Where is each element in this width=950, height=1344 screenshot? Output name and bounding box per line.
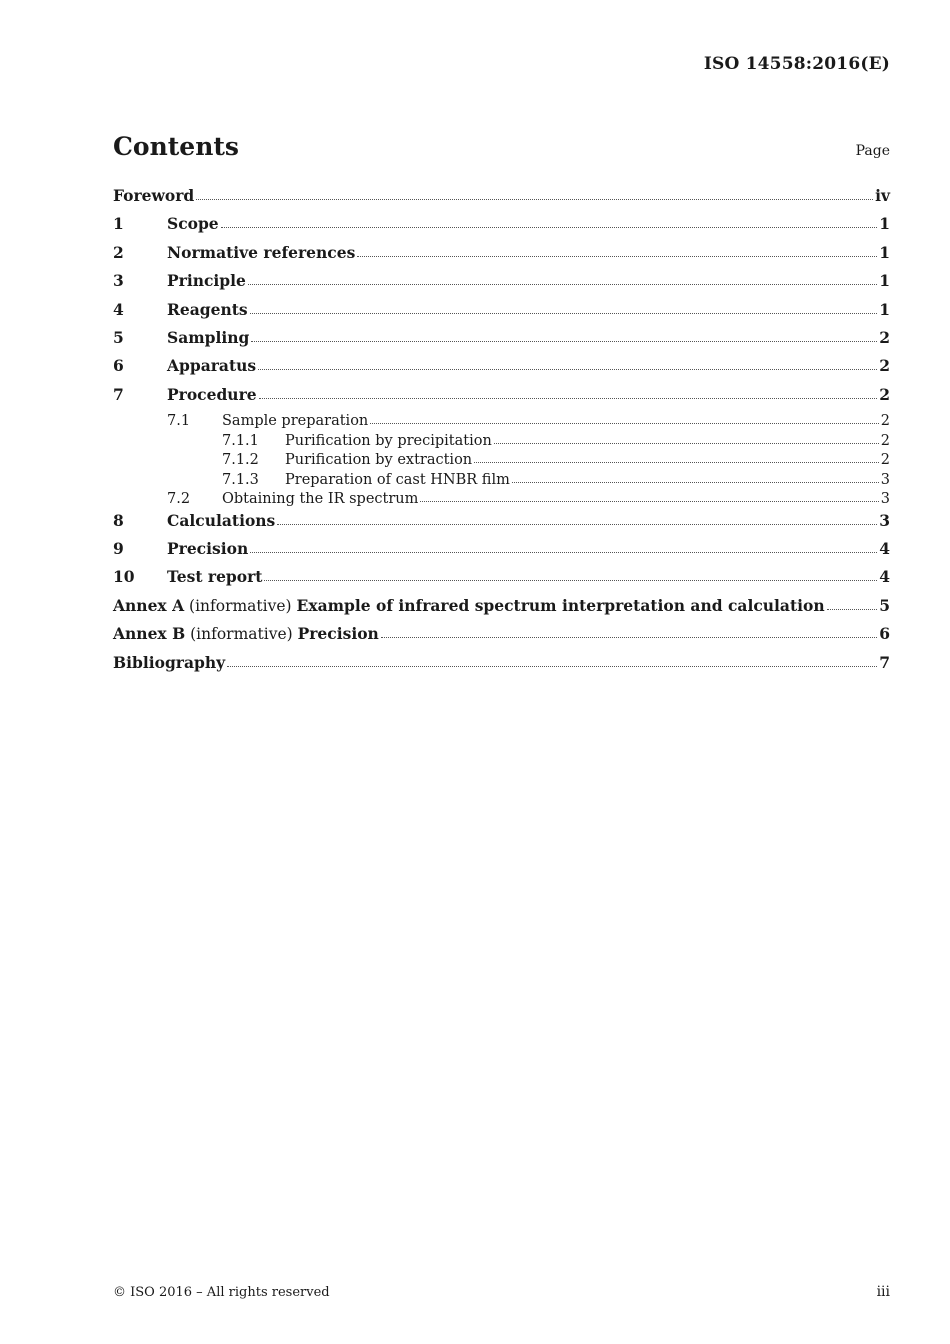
dot-leader — [196, 198, 873, 200]
toc-page: 3 — [880, 471, 890, 488]
table-of-contents — [113, 186, 890, 681]
toc-number: 2 — [113, 242, 124, 262]
dot-leader — [221, 226, 878, 228]
dot-leader — [251, 340, 877, 342]
toc-number: 7.1.2 — [222, 452, 259, 469]
document-code: ISO 14558:2016(E) — [703, 54, 890, 74]
toc-number: 7 — [113, 384, 124, 404]
toc-entry-bibliography[interactable] — [113, 653, 890, 681]
dot-leader — [258, 368, 877, 370]
toc-entry-test-report[interactable] — [113, 567, 890, 595]
toc-label: Procedure — [167, 384, 257, 404]
toc-entry-purification-precipitation[interactable] — [113, 433, 890, 453]
toc-entry-annex-a[interactable] — [113, 596, 890, 624]
toc-label: Bibliography — [113, 652, 226, 672]
page-column-label: Page — [855, 143, 890, 159]
toc-page: 2 — [879, 327, 890, 347]
dot-leader — [250, 551, 877, 553]
dot-leader — [264, 579, 877, 581]
dot-leader — [357, 255, 877, 257]
dot-leader — [259, 397, 878, 399]
toc-label: Obtaining the IR spectrum — [222, 491, 419, 508]
toc-page: 7 — [879, 652, 890, 672]
toc-page: 2 — [880, 413, 890, 430]
toc-entry-calculations[interactable] — [113, 511, 890, 539]
toc-page: 2 — [879, 356, 890, 376]
toc-page: iv — [875, 186, 890, 205]
toc-entry-sample-preparation[interactable] — [113, 413, 890, 433]
dot-leader — [512, 481, 879, 483]
dot-leader — [381, 636, 877, 638]
toc-label: Test report — [167, 567, 263, 587]
toc-page: 6 — [879, 624, 890, 644]
page-title: Contents — [113, 132, 240, 161]
dot-leader — [277, 523, 877, 525]
toc-label: Sampling — [167, 327, 250, 347]
toc-number: 7.1 — [167, 413, 191, 430]
toc-entry-normative-references[interactable] — [113, 243, 890, 271]
toc-entry-purification-extraction[interactable] — [113, 452, 890, 472]
dot-leader — [420, 500, 878, 502]
toc-entry-principle[interactable] — [113, 271, 890, 299]
toc-label: Sample preparation — [222, 413, 369, 430]
toc-entry-ir-spectrum[interactable] — [113, 491, 890, 511]
toc-label: Preparation of cast HNBR film — [285, 471, 510, 488]
copyright-notice: © ISO 2016 – All rights reserved — [113, 1285, 330, 1300]
toc-entry-cast-film[interactable] — [113, 472, 890, 492]
toc-entry-sampling[interactable] — [113, 328, 890, 356]
toc-page: 4 — [879, 539, 890, 559]
dot-leader — [494, 442, 879, 444]
toc-page: 2 — [879, 384, 890, 404]
page-number: iii — [876, 1284, 890, 1300]
toc-number: 7.1.3 — [222, 471, 259, 488]
toc-entry-apparatus[interactable] — [113, 356, 890, 384]
toc-page: 1 — [879, 299, 890, 319]
toc-label: Scope — [167, 214, 219, 234]
toc-entry-annex-b[interactable] — [113, 624, 890, 652]
dot-leader — [370, 422, 878, 424]
toc-label: Purification by extraction — [285, 452, 473, 469]
annex-prefix: Annex B — [113, 624, 186, 644]
toc-number: 9 — [113, 539, 124, 559]
dot-leader — [827, 608, 878, 610]
annex-prefix: Annex A — [113, 595, 185, 615]
toc-page: 2 — [880, 452, 890, 469]
toc-label: Foreword — [113, 186, 195, 205]
dot-leader — [474, 461, 879, 463]
toc-label: Example of infrared spectrum interpretation and calculation — [296, 595, 825, 615]
toc-page: 3 — [880, 491, 890, 508]
toc-number: 10 — [113, 567, 135, 587]
toc-page: 5 — [879, 595, 890, 615]
toc-label: Normative references — [167, 242, 356, 262]
toc-label: Reagents — [167, 299, 248, 319]
dot-leader — [248, 283, 877, 285]
toc-number: 7.1.1 — [222, 432, 259, 449]
toc-number: 8 — [113, 510, 124, 530]
toc-number: 5 — [113, 327, 124, 347]
dot-leader — [227, 665, 877, 667]
toc-entry-procedure[interactable] — [113, 385, 890, 413]
toc-label: Apparatus — [167, 356, 257, 376]
toc-entry-precision[interactable] — [113, 539, 890, 567]
annex-note: (informative) — [185, 625, 298, 644]
dot-leader — [250, 312, 878, 314]
toc-page: 1 — [879, 271, 890, 291]
toc-page: 4 — [879, 567, 890, 587]
toc-label: Purification by precipitation — [285, 432, 492, 449]
toc-page: 1 — [879, 214, 890, 234]
toc-label: Principle — [167, 271, 246, 291]
toc-page: 2 — [880, 432, 890, 449]
toc-page: 1 — [879, 242, 890, 262]
toc-number: 7.2 — [167, 491, 191, 508]
toc-page: 3 — [879, 510, 890, 530]
annex-note: (informative) — [184, 596, 297, 615]
toc-entry-foreword[interactable] — [113, 186, 890, 214]
toc-label: Calculations — [167, 510, 276, 530]
toc-number: 1 — [113, 214, 124, 234]
toc-number: 3 — [113, 271, 124, 291]
toc-label: Precision — [297, 624, 379, 644]
toc-label: Precision — [167, 539, 249, 559]
toc-number: 6 — [113, 356, 124, 376]
toc-entry-reagents[interactable] — [113, 300, 890, 328]
toc-entry-scope[interactable] — [113, 214, 890, 242]
toc-number: 4 — [113, 299, 124, 319]
